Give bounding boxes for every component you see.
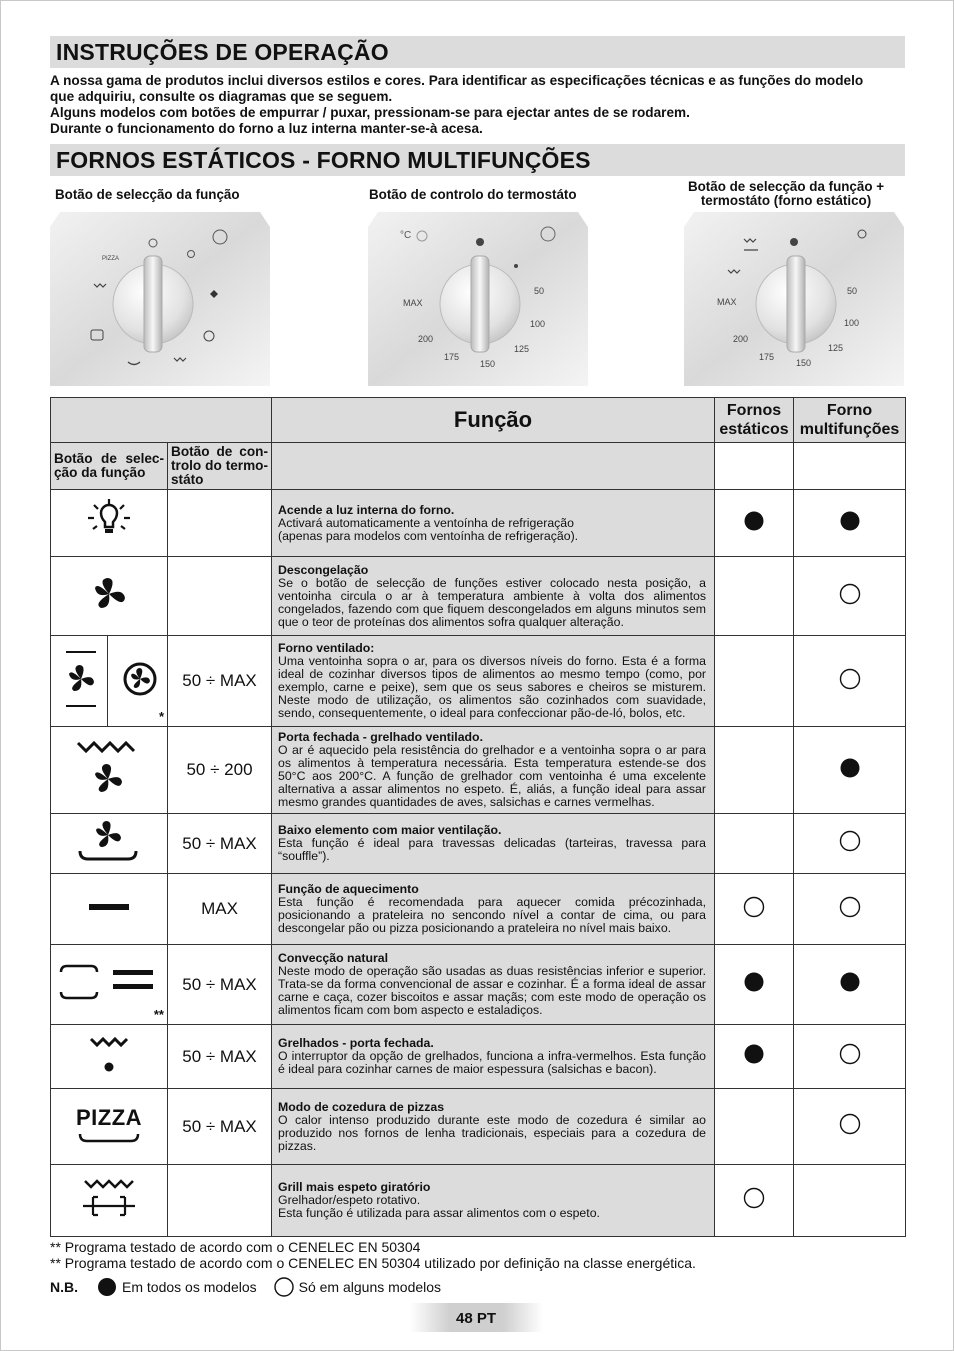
function-text: Esta função é ideal para travessas delicadas (tarteiras, travessa para “souffle”). bbox=[278, 836, 706, 863]
function-text: O calor intenso produzido durante este modo de cozedura é similar ao produzido nos fornos de lenha tradicionais, especiais para a cozedura de pizzas. bbox=[278, 1112, 706, 1153]
footnote-star: * bbox=[158, 709, 164, 724]
description-cell bbox=[272, 727, 715, 814]
icon-cell bbox=[51, 1025, 168, 1089]
fan-icon bbox=[89, 574, 129, 614]
mark-150: 150 bbox=[480, 359, 496, 369]
grill-dot-icon bbox=[79, 1029, 139, 1079]
tick-mark bbox=[514, 264, 518, 268]
pizza-icon bbox=[76, 1106, 142, 1148]
temp-cell: 50 ÷ 200 bbox=[168, 727, 272, 814]
function-text: Uma ventoinha sopra o ar, para os diversos níveis do forno. Esta é a forma ideal de cozinhar diversos tipos de alimentos ao mesmo tempo (como, por exemplo, carne e peixe), sem que os seus sabores e cheiros se misturem. Neste modo de utilização, os alimentos são cozinhados com suavidade, sendo, consequentemente, o ideal para confeccionar pão-de-ló, bolos, etc. bbox=[278, 654, 706, 720]
knob-handle[interactable] bbox=[787, 256, 805, 352]
function-title: Descongelação bbox=[278, 562, 369, 577]
page-number: 48 PT bbox=[455, 1310, 497, 1327]
table-row bbox=[51, 1089, 906, 1165]
mark-100: 100 bbox=[530, 319, 546, 329]
temp-cell: 50 ÷ MAX bbox=[168, 1089, 272, 1165]
static-cell bbox=[715, 1089, 794, 1165]
static-cell bbox=[715, 1165, 794, 1237]
footnote-2: ** Programa testado de acordo com o CENELEC EN 50304 utilizado por definição na classe energética. bbox=[50, 1255, 696, 1271]
icon-cell bbox=[51, 1089, 168, 1165]
off-mark-icon bbox=[790, 238, 798, 246]
legend-empty-label: Só em alguns modelos bbox=[298, 1279, 442, 1295]
temp-cell: MAX bbox=[168, 874, 272, 945]
temp-cell: 50 ÷ MAX bbox=[168, 814, 272, 874]
table-row bbox=[51, 1025, 906, 1089]
temp-cell bbox=[168, 490, 272, 557]
bottom-heat-icon bbox=[84, 900, 134, 914]
section-header-ovens bbox=[50, 144, 905, 176]
multi-cell bbox=[794, 1025, 906, 1089]
legend bbox=[50, 1276, 441, 1298]
multi-cell bbox=[794, 814, 906, 874]
knob-label-thermostat: Botão de controlo do termostáto bbox=[369, 187, 577, 202]
description-cell bbox=[272, 814, 715, 874]
table-row bbox=[51, 557, 906, 636]
filled-dot-icon bbox=[743, 510, 765, 532]
fan-ring-icon bbox=[54, 644, 164, 714]
function-text: Grelhador/espeto rotativo. Esta função é utilizada para assar alimentos com o espeto. bbox=[278, 1193, 600, 1220]
empty-dot-icon bbox=[273, 1276, 295, 1298]
empty-dot-icon bbox=[743, 1187, 765, 1209]
static-cell bbox=[715, 874, 794, 945]
pizza-icon-base bbox=[78, 1133, 140, 1143]
subheader-thermostat: Botão de con-trolo do termo-státo bbox=[168, 443, 272, 490]
header-multifunction bbox=[794, 398, 906, 443]
multi-cell bbox=[794, 636, 906, 727]
section-title-operating: INSTRUÇÕES DE OPERAÇÃO bbox=[56, 39, 389, 65]
temp-cell: 50 ÷ MAX bbox=[168, 945, 272, 1025]
filled-dot-icon bbox=[743, 1043, 765, 1065]
multi-cell bbox=[794, 557, 906, 636]
knob-label-selector: Botão de selecção da função bbox=[55, 187, 240, 202]
off-mark-icon bbox=[476, 238, 484, 246]
icon-cell bbox=[51, 490, 168, 557]
thermostat-knob-diagram bbox=[368, 212, 588, 386]
icon-cell bbox=[51, 636, 168, 727]
function-title: Baixo elemento com maior ventilação. bbox=[278, 823, 502, 837]
function-text: O interruptor da opção de grelhados, funciona a infra-vermelhos. Esta função é ideal para cozinhar carnes de maior espessura (salsichas e bacon). bbox=[278, 1049, 706, 1076]
lamp-icon bbox=[81, 496, 137, 546]
empty-dot-icon bbox=[839, 1113, 861, 1135]
table-subheader-row bbox=[51, 443, 906, 490]
mark-175: 175 bbox=[759, 352, 775, 362]
empty-dot-icon bbox=[839, 830, 861, 852]
mark-100: 100 bbox=[844, 318, 860, 328]
table-row bbox=[51, 490, 906, 557]
header-multi-line: Forno bbox=[826, 402, 873, 419]
function-text: Activará automaticamente a ventoínha de refrigeração (apenas para modelos com ventoínha de refrigeração). bbox=[278, 515, 579, 543]
footnote-1: ** Programa testado de acordo com o CENELEC EN 50304 bbox=[50, 1239, 421, 1255]
intro-line: A nossa gama de produtos inclui diversos estilos e cores. Para identificar as especificações técnicas e as funções do modelo bbox=[50, 73, 864, 88]
filled-dot-icon bbox=[839, 971, 861, 993]
static-cell bbox=[715, 814, 794, 874]
table-row bbox=[51, 727, 906, 814]
knob-label-combined bbox=[670, 180, 902, 208]
empty-dot-icon bbox=[743, 896, 765, 918]
mark-50: 50 bbox=[534, 286, 545, 296]
empty-dot-icon bbox=[839, 896, 861, 918]
table-row bbox=[51, 945, 906, 1025]
footnote-star: ** bbox=[153, 1007, 164, 1022]
mark-175: 175 bbox=[444, 352, 460, 362]
description-cell bbox=[272, 1165, 715, 1237]
function-title: Porta fechada - grelhado ventilado. bbox=[278, 730, 483, 744]
subheader-blank bbox=[794, 443, 906, 490]
function-title: Convecção natural bbox=[278, 951, 389, 965]
subheader-selector: Botão de selec-ção da função bbox=[51, 443, 168, 490]
mark-150: 150 bbox=[796, 358, 812, 368]
table-row bbox=[51, 1165, 906, 1237]
function-title: Acende a luz interna do forno. bbox=[278, 502, 455, 517]
empty-dot-icon bbox=[839, 668, 861, 690]
function-title: Modo de cozedura de pizzas bbox=[278, 1099, 445, 1114]
legend-nb: N.B. bbox=[50, 1279, 78, 1295]
mark-50: 50 bbox=[847, 286, 858, 296]
function-title: Grill mais espeto giratório bbox=[278, 1180, 431, 1194]
subheader-blank bbox=[272, 443, 715, 490]
table-header-row bbox=[51, 398, 906, 443]
header-multi-line: multifunções bbox=[799, 421, 900, 438]
table-row bbox=[51, 636, 906, 727]
celsius-mark: °C bbox=[400, 230, 412, 241]
function-title: Forno ventilado: bbox=[278, 641, 375, 655]
filled-dot-icon bbox=[96, 1276, 118, 1298]
multi-cell bbox=[794, 490, 906, 557]
table-row bbox=[51, 874, 906, 945]
temp-cell bbox=[168, 1165, 272, 1237]
description-cell bbox=[272, 557, 715, 636]
mark-max: MAX bbox=[403, 298, 423, 308]
multi-cell bbox=[794, 945, 906, 1025]
pizza-icon-label: PIZZA bbox=[75, 1104, 143, 1130]
static-cell bbox=[715, 557, 794, 636]
intro-line: Durante o funcionamento do forno a luz interna manter-se-à acesa. bbox=[50, 121, 483, 136]
description-cell bbox=[272, 1025, 715, 1089]
multi-cell bbox=[794, 727, 906, 814]
grill-spit-icon bbox=[79, 1173, 139, 1223]
knob-label-combined-line: Botão de selecção da função + bbox=[687, 179, 885, 194]
grill-fan-icon bbox=[74, 735, 144, 801]
filled-dot-icon bbox=[839, 510, 861, 532]
icon-cell bbox=[51, 557, 168, 636]
multi-cell bbox=[794, 874, 906, 945]
static-cell bbox=[715, 727, 794, 814]
multi-cell bbox=[794, 1089, 906, 1165]
icon-cell bbox=[51, 874, 168, 945]
knob-label-combined-line: termostáto (forno estático) bbox=[700, 193, 872, 208]
subheader-blank bbox=[715, 443, 794, 490]
intro-line: Alguns modelos com botões de empurrar / puxar, pressionam-se para ejectar antes de se rodarem. bbox=[50, 105, 690, 120]
function-text: Neste modo de operação são usadas as duas resistências inferior e superior. Trata-se da forma convencional de assar e cozinhar. É a forma ideal de assar carne e caça, cozer biscoitos e assar maçãs; com este modo de operação os alimentos ficam com bom aspecto e estaladiços. bbox=[278, 964, 706, 1017]
static-cell bbox=[715, 636, 794, 727]
table-row bbox=[51, 814, 906, 874]
icon-cell bbox=[51, 1165, 168, 1237]
pizza-mark: PIZZA bbox=[102, 256, 120, 262]
header-static-line: Fornos bbox=[726, 402, 782, 419]
temp-cell: 50 ÷ MAX bbox=[168, 636, 272, 727]
mark-125: 125 bbox=[828, 343, 844, 353]
header-static-line: estáticos bbox=[719, 421, 789, 438]
multi-cell bbox=[794, 1165, 906, 1237]
temp-cell: 50 ÷ MAX bbox=[168, 1025, 272, 1089]
description-cell bbox=[272, 945, 715, 1025]
function-selector-knob-diagram bbox=[50, 212, 270, 386]
mark-200: 200 bbox=[733, 334, 749, 344]
header-blank bbox=[51, 398, 272, 443]
cell-divider bbox=[107, 636, 108, 726]
function-title: Grelhados - porta fechada. bbox=[278, 1036, 434, 1050]
temp-cell bbox=[168, 557, 272, 636]
page-number-badge bbox=[410, 1303, 543, 1332]
header-function: Função bbox=[272, 398, 715, 443]
filled-dot-icon bbox=[839, 757, 861, 779]
static-cell bbox=[715, 1025, 794, 1089]
function-text: O ar é aquecido pela resistência do grelhador e a ventoinha sopra o ar para os alimentos à temperatura necessária. Esta temperatura estende-se dos 50°C aos 200°C. A função de grelhador com ventoinha é uma excelente alternativa a assar alimentos no espeto. É, aliás, a função ideal para assar mesmo grandes quantidades de aves, salsichas e carnes vermelhas. bbox=[278, 743, 706, 809]
empty-dot-icon bbox=[839, 583, 861, 605]
description-cell bbox=[272, 636, 715, 727]
knob-handle[interactable] bbox=[471, 256, 489, 352]
icon-cell bbox=[51, 727, 168, 814]
header-static-ovens bbox=[715, 398, 794, 443]
combined-knob-diagram bbox=[684, 212, 904, 386]
filled-dot-icon bbox=[743, 971, 765, 993]
intro-text bbox=[50, 73, 910, 137]
section-header-operating bbox=[50, 36, 905, 68]
intro-line: que adquiriu, consulte os diagramas que se seguem. bbox=[50, 89, 393, 104]
function-title: Função de aquecimento bbox=[278, 882, 419, 896]
icon-cell bbox=[51, 814, 168, 874]
function-table bbox=[50, 397, 906, 1237]
top-bottom-heat-icon bbox=[57, 960, 161, 1004]
function-text: Esta função é recomendada para aquecer comida précozinhada, posicionando a prateleira no sencondo nível a contar de cima, ou para descongelar pão ou pizza posicionando a prateleira no nível mais baixo. bbox=[278, 895, 706, 935]
icon-cell bbox=[51, 945, 168, 1025]
legend-filled-label: Em todos os modelos bbox=[122, 1279, 257, 1295]
mark-125: 125 bbox=[514, 344, 530, 354]
static-cell bbox=[715, 945, 794, 1025]
static-cell bbox=[715, 490, 794, 557]
mark-max: MAX bbox=[717, 297, 737, 307]
description-cell bbox=[272, 490, 715, 557]
description-cell bbox=[272, 1089, 715, 1165]
function-text: Se o botão de selecção de funções estiver colocado nesta posição, a ventoinha circula o ar à temperatura ambiente à volta dos alimentos congelados, fazendo com que fiquem descongelados em alguns minutos sem que o teor de proteínas dos alimentos sofra qualquer alteração. bbox=[278, 575, 706, 629]
mark-200: 200 bbox=[418, 334, 434, 344]
bottom-fan-icon bbox=[74, 815, 144, 867]
empty-dot-icon bbox=[839, 1043, 861, 1065]
knob-handle[interactable] bbox=[144, 256, 162, 352]
description-cell bbox=[272, 874, 715, 945]
section-title-ovens: FORNOS ESTÁTICOS - FORNO MULTIFUNÇÕES bbox=[56, 147, 591, 173]
